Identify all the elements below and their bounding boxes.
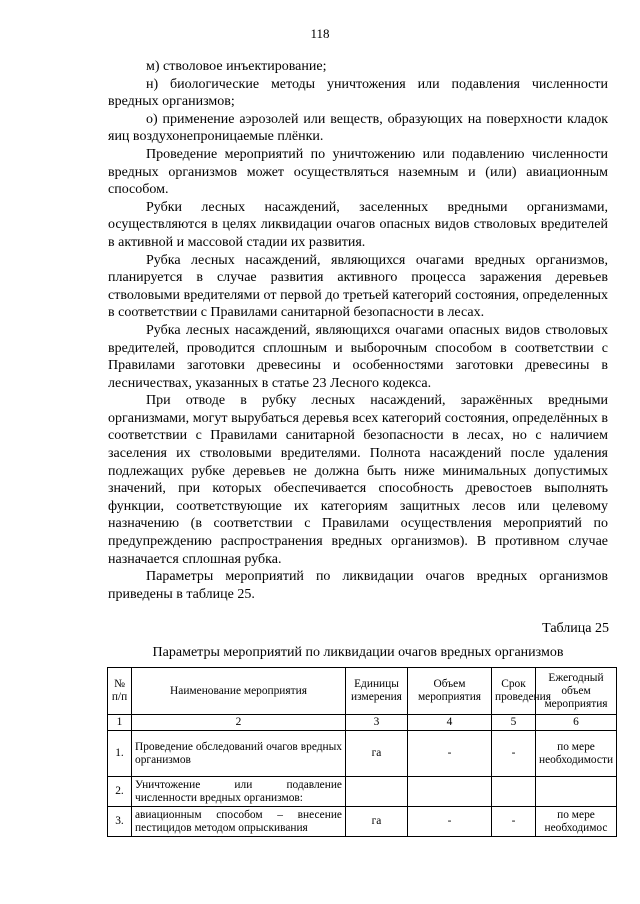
header-units: Единицы измерения: [346, 668, 408, 715]
row-term: -: [492, 807, 536, 837]
header-annual-volume: Ежегодный объем мероприятия: [536, 668, 617, 715]
paragraph-felling-purpose: Рубки лесных насаждений, заселенных вредными организмами, осуществляются в целях ликвидации очагов опасных видов стволовых вредителей в активной и массовой стадии их развития.: [108, 199, 608, 250]
row-term: [492, 777, 536, 807]
paragraph-o: о) применение аэрозолей или веществ, образующих на поверхности кладок яиц воздухонепроницаемые плёнки.: [108, 111, 608, 145]
paragraph-m: м) стволовое инъектирование;: [146, 59, 327, 74]
row-annual-volume: по мере необходимос: [536, 807, 617, 837]
table-row: [108, 807, 617, 837]
row-volume: -: [408, 807, 492, 837]
body-text: [108, 58, 608, 603]
table-title: Параметры мероприятий по ликвидации очагов вредных организмов: [152, 645, 564, 660]
column-number: 3: [346, 715, 408, 731]
paragraph-n: н) биологические методы уничтожения или подавления численности вредных организмов;: [108, 76, 608, 110]
header-name: Наименование мероприятия: [132, 668, 346, 715]
column-number: 5: [492, 715, 536, 731]
paragraph-felling-method: Рубка лесных насаждений, являющихся очагами опасных видов стволовых вредителей, проводится сплошным и выборочным способом в соответствии с Правилами заготовки древесины и особенностями заготовки древесины в лесничествах, указанных в статье 23 Лесного кодекса.: [108, 322, 608, 391]
header-number: № п/п: [108, 668, 132, 715]
paragraph-felling-planning: Рубка лесных насаждений, являющихся очагами вредных организмов, планируется в случае развития активного процесса заражения деревьев стволовыми вредителями от первой до третьей категорий состояния, определенных в соответствии с Правилами санитарной безопасности в лесах.: [108, 252, 608, 321]
column-number: 2: [132, 715, 346, 731]
row-name: Проведение обследований очагов вредных организмов: [132, 731, 346, 777]
row-units: га: [346, 731, 408, 777]
row-number: 3.: [108, 807, 132, 837]
row-name: авиационным способом – внесение пестицидов методом опрыскивания: [132, 807, 346, 837]
row-units: [346, 777, 408, 807]
paragraph-table-ref: Параметры мероприятий по ликвидации очагов вредных организмов приведены в таблице 25.: [108, 569, 608, 602]
table-header-row: [108, 668, 617, 715]
header-volume: Объем мероприятия: [408, 668, 492, 715]
row-name: Уничтожение или подавление численности вредных организмов:: [132, 777, 346, 807]
page-number: 118: [310, 26, 330, 41]
paragraph-allocation: При отводе в рубку лесных насаждений, заражённых вредными организмами, могут вырубаться деревья всех категорий состояния, определённых в соответствии с Правилами санитарной безопасности в лесах, но с наличием заселения их стволовыми вредителями. Полнота насаждений после удаления подлежащих рубке деревьев не должна быть ниже минимальных допустимых значений, при которых обеспечивается способность древостоев выполнять функции, соответствующие их категориям защитных лесов или целевому назначению (в соответствии с Правилами осуществления мероприятий по предупреждению распространения вредных организмов). В противном случае назначается сплошная рубка.: [108, 393, 608, 567]
row-annual-volume: [536, 777, 617, 807]
paragraph-methods: Проведение мероприятий по уничтожению или подавлению численности вредных организмов может осуществляться наземным и (или) авиационным способом.: [108, 146, 608, 198]
row-term: -: [492, 731, 536, 777]
row-number: 1.: [108, 731, 132, 777]
column-number: 4: [408, 715, 492, 731]
row-annual-volume: по мере необходимости: [536, 731, 617, 777]
column-number-row: [108, 715, 617, 731]
column-number: 1: [108, 715, 132, 731]
table-row: [108, 731, 617, 777]
table-row: [108, 777, 617, 807]
row-number: 2.: [108, 777, 132, 807]
table-label: Таблица 25: [542, 621, 609, 636]
column-number: 6: [536, 715, 617, 731]
row-volume: [408, 777, 492, 807]
parameters-table: [107, 667, 617, 837]
row-volume: -: [408, 731, 492, 777]
header-term: Срок проведения: [492, 668, 536, 715]
row-units: га: [346, 807, 408, 837]
